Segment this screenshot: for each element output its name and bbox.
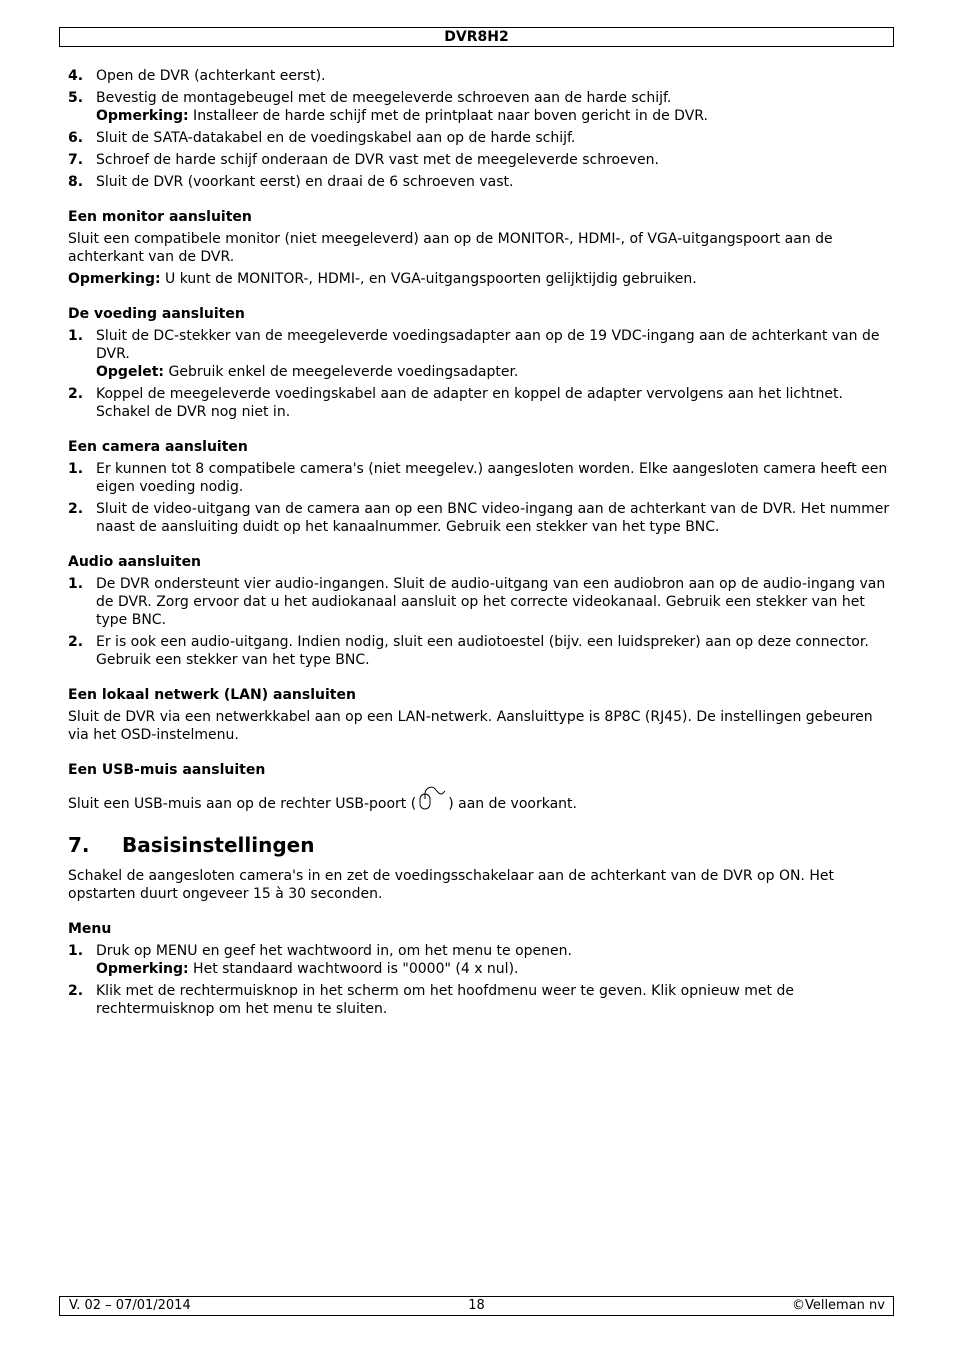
mouse-icon — [417, 785, 447, 811]
list-item: 2. Er is ook een audio-uitgang. Indien nodig, sluit een audiotoestel (bijv. een luidspreker) aan op deze connector. Gebruik een stekker van het type BNC. — [68, 634, 869, 668]
list-item: 1. Er kunnen tot 8 compatibele camera's (niet meegelev.) aangesloten worden. Elke aangesloten camera heeft een eigen voeding nodig. — [68, 461, 888, 495]
heading-lan: Een lokaal netwerk (LAN) aansluiten — [68, 687, 356, 703]
version-label: V. 02 – 07/01/2014 — [69, 1298, 191, 1313]
list-item: 5. Bevestig de montagebeugel met de meegeleverde schroeven aan de harde schijf. Opmerking: Installeer de harde schijf met de printplaat naar boven gericht in de DVR. — [68, 90, 708, 124]
note: Opmerking: U kunt de MONITOR-, HDMI-, en VGA-uitgangspoorten gelijktijdig gebruiken. — [68, 271, 697, 287]
list-item: 7. Schroef de harde schijf onderaan de DVR vast met de meegeleverde schroeven. — [68, 152, 659, 168]
page-content — [68, 67, 890, 1018]
heading-camera: Een camera aansluiten — [68, 439, 248, 455]
heading-menu: Menu — [68, 921, 112, 937]
list-item: 1. De DVR ondersteunt vier audio-ingangen. Sluit de audio-uitgang van een audiobron aan op de audio-ingang van de DVR. Zorg ervoor dat u het audiokanaal aansluit op het correcte videokanaal. Gebruik een stekker van het type BNC. — [68, 576, 886, 628]
list-item: 2. Sluit de video-uitgang van de camera aan op een BNC video-ingang aan de achterkant van de DVR. Het nummer naast de aansluiting duidt op het kanaalnummer. Gebruik een stekker van het type BNC. — [68, 501, 890, 535]
copyright: ©Velleman nv — [791, 1298, 885, 1313]
note-label: Opgelet: — [96, 364, 165, 380]
section-title: Basisinstellingen — [122, 833, 315, 857]
paragraph: Schakel de aangesloten camera's in en zet de voedingsschakelaar aan de achterkant van de DVR op ON. Het opstarten duurt ongeveer 15 à 30 seconden. — [68, 868, 834, 902]
list-item: 4. Open de DVR (achterkant eerst). — [68, 68, 326, 84]
heading-power: De voeding aansluiten — [68, 306, 245, 322]
note-label: Opmerking: — [96, 961, 189, 977]
list-item: 1. Druk op MENU en geef het wachtwoord in, om het menu te openen. Opmerking: Het standaard wachtwoord is "0000" (4 x nul). — [68, 943, 572, 977]
heading-usb: Een USB-muis aansluiten — [68, 762, 266, 778]
model-name: DVR8H2 — [444, 29, 509, 45]
list-item: 8. Sluit de DVR (voorkant eerst) en draai de 6 schroeven vast. — [68, 174, 514, 190]
paragraph: Sluit een USB-muis aan op de rechter USB-poort ( ) aan de voorkant. — [68, 785, 890, 813]
note-label: Opmerking: — [96, 108, 189, 124]
list-item: 1. Sluit de DC-stekker van de meegeleverde voedingsadapter aan op de 19 VDC-ingang aan de achterkant van de DVR. Opgelet: Gebruik enkel de meegeleverde voedingsadapter. — [68, 328, 880, 380]
page-number: 18 — [468, 1298, 485, 1313]
paragraph: Sluit de DVR via een netwerkkabel aan op een LAN-netwerk. Aansluittype is 8P8C (RJ45). De instellingen gebeuren via het OSD-instelmenu. — [68, 709, 873, 743]
heading-monitor: Een monitor aansluiten — [68, 209, 252, 225]
page-header — [59, 27, 894, 47]
list-item: 2. Klik met de rechtermuisknop in het scherm om het hoofdmenu weer te geven. Klik opnieuw met de rechtermuisknop om het menu te sluiten. — [68, 983, 794, 1017]
paragraph: Sluit een compatibele monitor (niet meegeleverd) aan op de MONITOR-, HDMI-, of VGA-uitgangspoort aan de achterkant van de DVR. — [68, 231, 833, 265]
page-footer — [59, 1296, 894, 1316]
section-heading — [68, 833, 890, 857]
section-number: 7. — [68, 833, 90, 857]
list-item: 2. Koppel de meegeleverde voedingskabel aan de adapter en koppel de adapter vervolgens aan het lichtnet. Schakel de DVR nog niet in. — [68, 386, 843, 420]
list-item: 6. Sluit de SATA-datakabel en de voedingskabel aan op de harde schijf. — [68, 130, 576, 146]
heading-audio: Audio aansluiten — [68, 554, 202, 570]
note-label: Opmerking: — [68, 271, 161, 287]
